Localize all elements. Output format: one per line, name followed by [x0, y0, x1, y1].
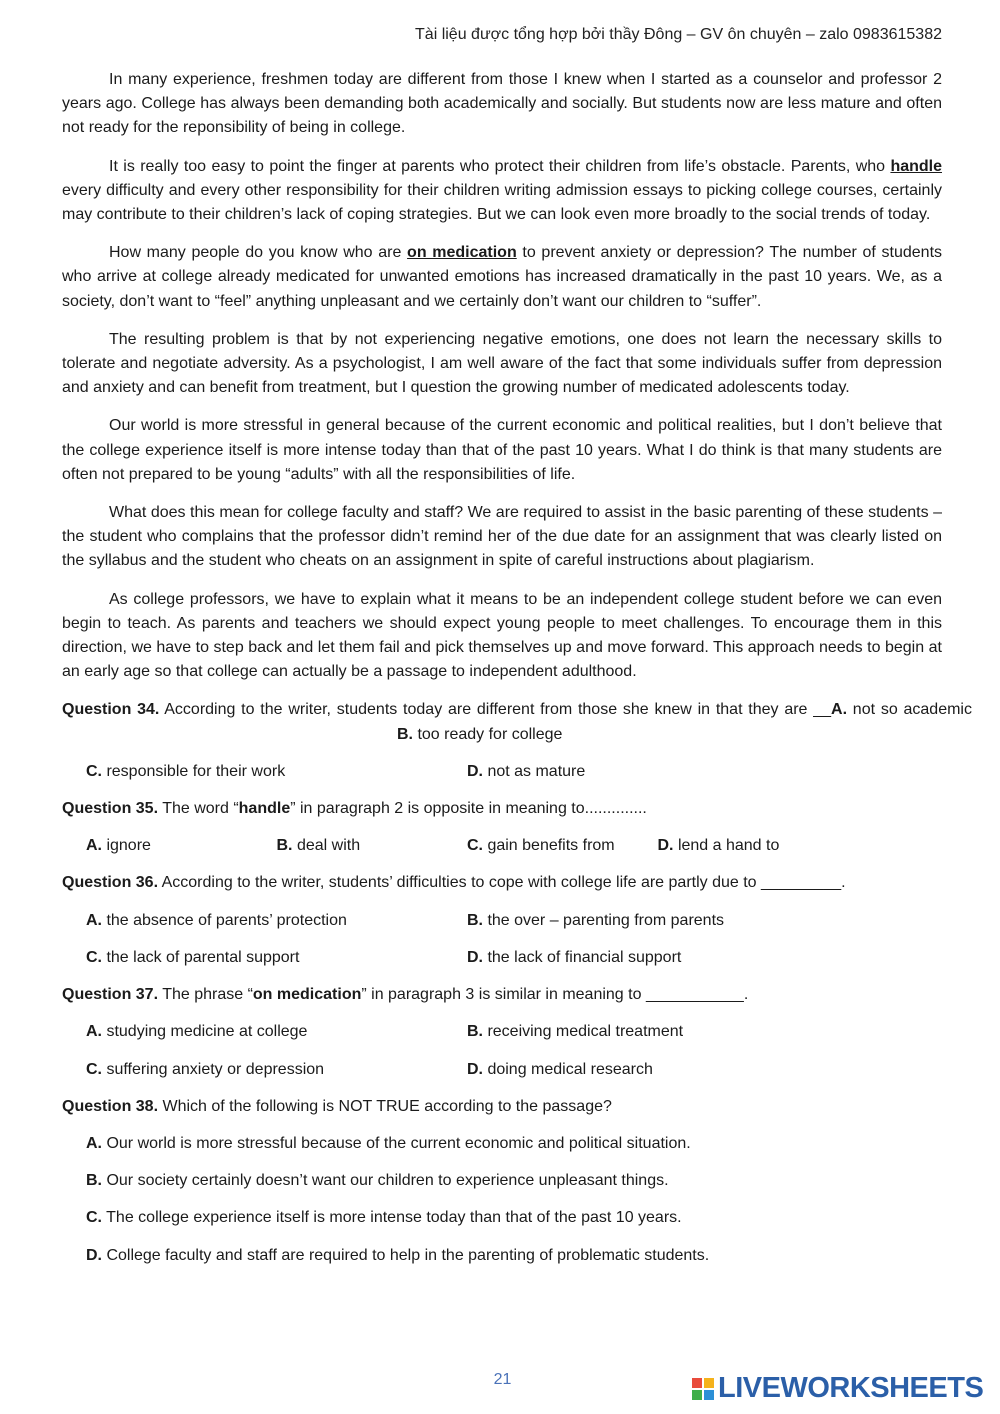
q37-option-b[interactable]	[467, 1020, 683, 1044]
q36-option-c-text: the lack of parental support	[102, 948, 300, 966]
q37-option-a[interactable]	[86, 1020, 467, 1044]
q38-option-b[interactable]	[86, 1169, 942, 1193]
q36-option-d-letter: D.	[467, 948, 483, 966]
q38-option-c-letter: C.	[86, 1209, 102, 1227]
question-35-stem-a: The word “	[158, 800, 239, 818]
q38-option-a[interactable]	[86, 1132, 942, 1156]
question-38-label: Question 38.	[62, 1097, 159, 1115]
q36-option-d-text: the lack of financial support	[483, 948, 682, 966]
q37-option-d[interactable]	[467, 1058, 653, 1082]
q34-option-d[interactable]	[467, 760, 585, 784]
question-36-label: Question 36.	[62, 874, 159, 892]
paragraph-3	[62, 241, 942, 314]
question-36-stem: According to the writer, students’ difficulties to cope with college life are partly due to _________.	[158, 874, 846, 892]
q36-option-c-letter: C.	[86, 948, 102, 966]
q35-options	[86, 834, 942, 858]
q38-option-c[interactable]	[86, 1206, 942, 1230]
q35-option-c[interactable]	[467, 834, 658, 858]
q37-option-a-letter: A.	[86, 1023, 102, 1041]
paragraph-1: In many experience, freshmen today are different from those I knew when I started as a counselor and professor 2 years ago. College has always been demanding both academically and socially. But students now are less mature and often not ready for the reponsibility of being in college.	[62, 71, 942, 137]
q34-option-c[interactable]	[86, 760, 467, 784]
q38-option-a-text: Our world is more stressful because of the current economic and political situation.	[102, 1134, 691, 1152]
q37-option-a-text: studying medicine at college	[102, 1023, 308, 1041]
q34-options-row-2	[86, 760, 942, 784]
q35-option-d-letter: D.	[657, 837, 674, 855]
q38-option-d-text: College faculty and staff are required to help in the parenting of problematic students.	[102, 1246, 710, 1264]
logo-mark-icon	[692, 1378, 714, 1400]
q35-option-a[interactable]	[86, 834, 277, 858]
question-38	[62, 1095, 942, 1119]
q35-option-c-text: gain benefits from	[483, 837, 615, 855]
q37-options-row-2	[86, 1058, 942, 1082]
worksheet-content	[62, 68, 972, 1281]
q36-option-c[interactable]	[86, 946, 467, 970]
q36-option-b[interactable]	[467, 909, 724, 933]
q37-option-b-letter: B.	[467, 1023, 483, 1041]
q38-option-b-letter: B.	[86, 1172, 102, 1190]
paragraph-2-text-b: every difficulty and every other responsibility for their children writing admission essays to picking college courses, certainly may contribute to their children’s lack of coping strategies. But we can look even more broadly to the social trends of today.	[62, 181, 942, 224]
page-header: Tài liệu được tổng hợp bởi thầy Đông – GV ôn chuyên – zalo 0983615382	[415, 26, 942, 43]
highlight-handle: handle	[890, 157, 942, 175]
q34-option-a-letter: A.	[831, 701, 848, 719]
q36-option-b-letter: B.	[467, 911, 483, 929]
q36-option-d[interactable]	[467, 946, 681, 970]
q34-option-b-text: too ready for college	[413, 725, 563, 743]
question-34-stem: According to the writer, students today are different from those she knew in that they are __	[159, 701, 832, 719]
question-36	[62, 871, 942, 895]
q35-option-b[interactable]	[277, 834, 468, 858]
question-37-stem-a: The phrase “	[158, 986, 253, 1004]
q35-option-b-text: deal with	[292, 837, 361, 855]
q37-option-c[interactable]	[86, 1058, 467, 1082]
paragraph-6: What does this mean for college faculty and staff? We are required to assist in the basic parenting of these students – the student who complains that the professor didn’t remind her of the due date for an assignment that was clearly listed on the syllabus and the student who cheats on an assignment in spite of careful instructions about plagiarism.	[62, 504, 942, 570]
q36-option-b-text: the over – parenting from parents	[483, 911, 725, 929]
q34-option-d-letter: D.	[467, 762, 483, 780]
q38-option-b-text: Our society certainly doesn’t want our children to experience unpleasant things.	[102, 1172, 669, 1190]
q34-option-a-text: not so academic	[847, 701, 972, 719]
q34-option-d-text: not as mature	[483, 762, 586, 780]
q38-option-c-text: The college experience itself is more intense today than that of the past 10 years.	[102, 1209, 682, 1227]
question-35-label: Question 35.	[62, 800, 159, 818]
q38-option-a-letter: A.	[86, 1134, 102, 1152]
q35-option-d-text: lend a hand to	[673, 837, 780, 855]
paragraph-4: The resulting problem is that by not experiencing negative emotions, one does not learn the necessary skills to tolerate and negotiate adversity. As a psychologist, I am well aware of the fact that some individuals suffer from depression and anxiety and can benefit from treatment, but I question the growing number of medicated adolescents today.	[62, 330, 942, 397]
q38-option-d[interactable]	[86, 1244, 942, 1268]
q36-options-row-1	[86, 909, 942, 933]
q37-option-c-letter: C.	[86, 1060, 102, 1078]
question-35-stem-b: ” in paragraph 2 is opposite in meaning to..............	[290, 800, 647, 818]
logo-square-3	[692, 1390, 702, 1400]
q37-options-row-1	[86, 1020, 942, 1044]
question-35-keyword: handle	[238, 800, 291, 818]
highlight-on-medication: on medication	[407, 244, 517, 262]
logo-square-4	[704, 1390, 714, 1400]
logo-square-1	[692, 1378, 702, 1388]
q36-options-row-2	[86, 946, 942, 970]
q36-option-a[interactable]	[86, 909, 467, 933]
q35-option-c-letter: C.	[467, 837, 483, 855]
paragraph-5: Our world is more stressful in general because of the current economic and political realities, but I don’t believe that the college experience itself is more intense today than that of the past 10 years. What I do think is that many students are often not prepared to be young “adults” with all the responsibilities of life.	[62, 417, 942, 483]
q35-option-d[interactable]	[658, 834, 780, 858]
q35-option-a-text: ignore	[102, 837, 151, 855]
question-34	[62, 698, 972, 746]
question-37-label: Question 37.	[62, 986, 159, 1004]
q36-option-a-text: the absence of parents’ protection	[102, 911, 347, 929]
liveworksheets-logo[interactable]	[692, 1372, 983, 1405]
q38-option-d-letter: D.	[86, 1246, 102, 1264]
q35-option-a-letter: A.	[86, 837, 102, 855]
q37-option-b-text: receiving medical treatment	[483, 1023, 684, 1041]
q37-option-d-letter: D.	[467, 1060, 483, 1078]
paragraph-3-text-a: How many people do you know who are	[109, 244, 408, 262]
q34-option-c-letter: C.	[86, 762, 102, 780]
logo-square-2	[704, 1378, 714, 1388]
question-34-label: Question 34.	[62, 701, 160, 719]
page-number: 21	[493, 1371, 512, 1388]
logo-text: LIVEWORKSHEETS	[718, 1372, 984, 1404]
q37-option-d-text: doing medical research	[483, 1060, 653, 1078]
paragraph-2-text-a: It is really too easy to point the finger at parents who protect their children from life’s obstacle. Parents, who	[109, 157, 891, 175]
question-37	[62, 983, 942, 1007]
question-35	[62, 797, 942, 821]
q37-option-c-text: suffering anxiety or depression	[102, 1060, 325, 1078]
question-37-stem-b: ” in paragraph 3 is similar in meaning to ___________.	[361, 986, 749, 1004]
paragraph-2	[62, 155, 942, 228]
q36-option-a-letter: A.	[86, 911, 102, 929]
paragraph-7: As college professors, we have to explain what it means to be an independent college student before we can even begin to teach. As parents and teachers we should expect young people to meet challenges. To encourage them in this direction, we have to step back and let them fail and pick themselves up and move forward. This approach needs to begin at an early age so that college can actually be a passage to independent adulthood.	[62, 590, 942, 681]
question-38-stem: Which of the following is NOT TRUE according to the passage?	[158, 1097, 612, 1115]
question-37-keyword: on medication	[252, 986, 362, 1004]
paragraph-3-text-b: to prevent anxiety or depression? The number of students who arrive at college already medicated for unwanted emotions has increased dramatically in the past 10 years. We, as a society, don’t want to “feel” anything unpleasant and we certainly don’t want our children to “suffer”.	[62, 244, 943, 310]
q34-option-c-text: responsible for their work	[102, 762, 286, 780]
q34-option-b-letter: B.	[397, 725, 413, 743]
q35-option-b-letter: B.	[276, 837, 293, 855]
